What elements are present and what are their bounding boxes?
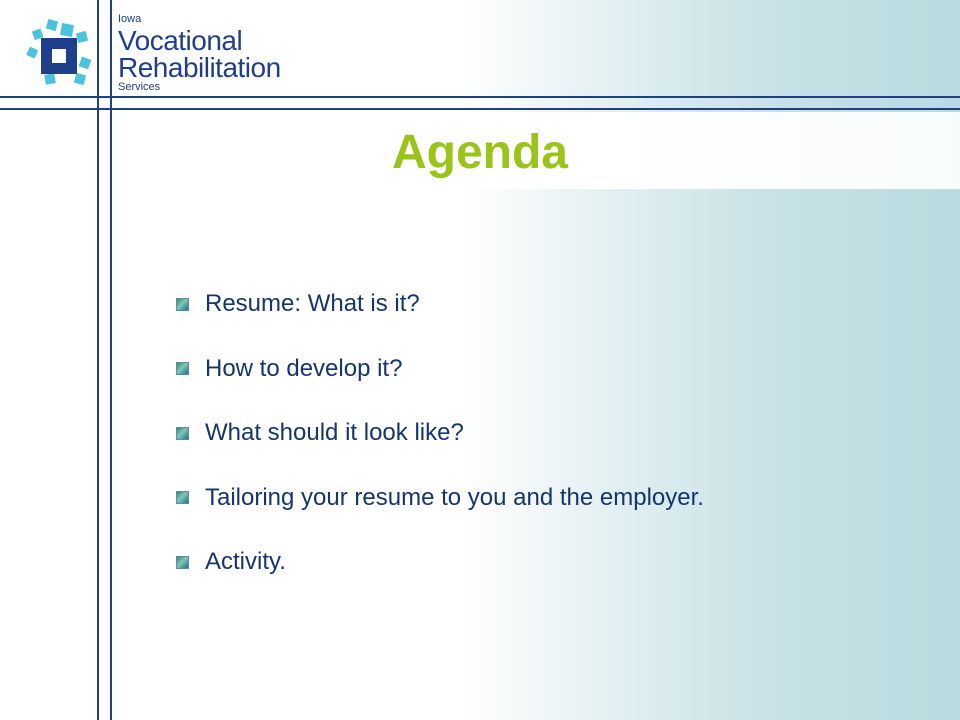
agenda-item [176,530,704,595]
brand-state: Iowa [118,13,142,25]
agenda-item [176,272,704,337]
frame-horizontal-line-bottom [0,108,960,110]
agenda-list [176,272,704,595]
brand-line-rehabilitation: Rehabilitation [118,52,281,83]
agenda-item-text: What should it look like? [205,419,464,447]
agenda-item-text: Activity. [205,548,286,576]
agenda-item-text: Resume: What is it? [205,290,420,318]
logo-icon [25,18,95,88]
frame-horizontal-line-top [0,96,960,98]
bullet-square-icon [176,427,189,440]
brand-line-services: Services [118,81,161,93]
brand-wordmark [118,14,281,93]
agenda-item [176,466,704,531]
agenda-item-text: Tailoring your resume to you and the employer. [205,483,704,511]
agenda-item-text: How to develop it? [205,354,403,382]
agenda-item [176,337,704,402]
bullet-square-icon [176,556,189,569]
bullet-square-icon [176,362,189,375]
slide-title: Agenda [391,126,568,179]
bullet-square-icon [176,491,189,504]
brand-line-vocational: Vocational [118,25,243,56]
agenda-item [176,401,704,466]
bullet-square-icon [176,298,189,311]
